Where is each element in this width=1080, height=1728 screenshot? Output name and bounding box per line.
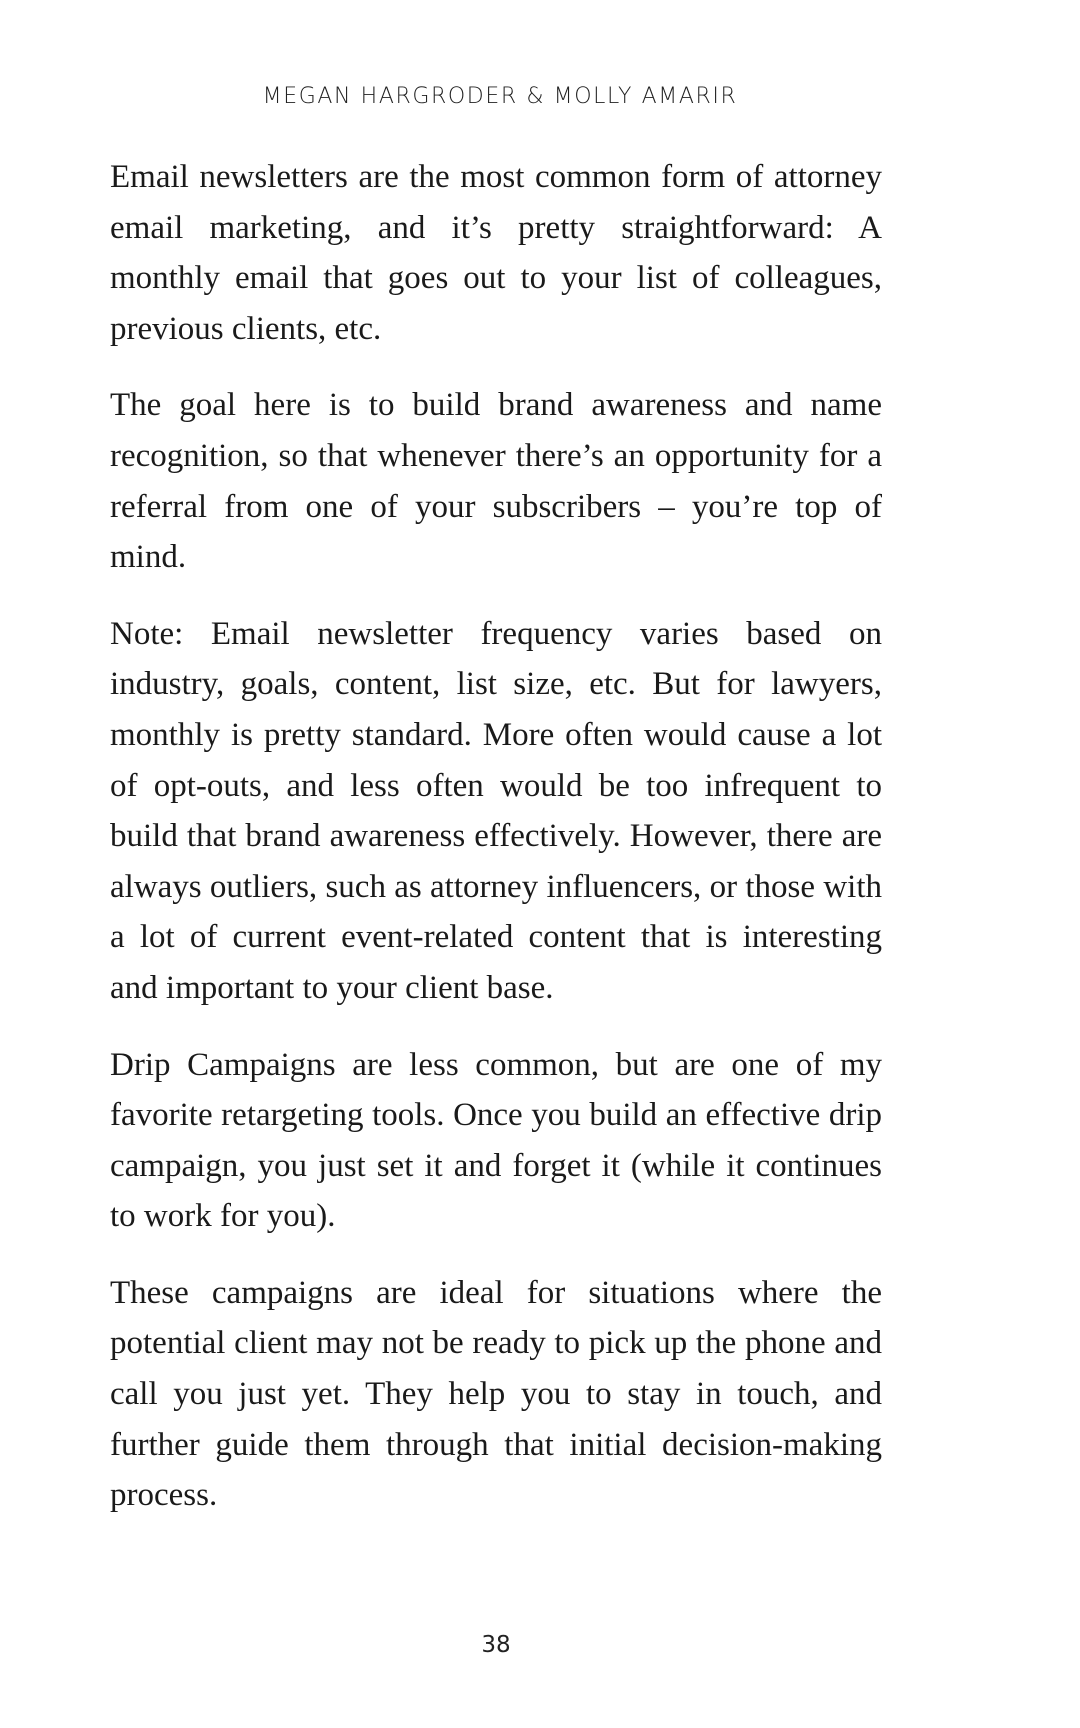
paragraph-brand-awareness: The goal here is to build brand awareness and name recognition, so that whenever there’s an opportunity for a referral from one of your subscribers – you’re top of mind. xyxy=(110,387,882,576)
paragraph-frequency-note: Note: Email newsletter frequency varies based on industry, goals, content, list size, etc. But for lawyers, monthly is pretty standard. More often would cause a lot of opt-outs, and less often would be too infrequent to build that brand awareness effectively. However, there are always outliers, such as attorney influencers, or those with a lot of current event-related content that is interesting and important to your client base. xyxy=(110,615,882,1006)
body-text xyxy=(110,152,882,1547)
paragraph-drip-campaigns: Drip Campaigns are less common, but are one of my favorite retargeting tools. Once you build an effective drip campaign, you just set it and forget it (while it continues to work for you). xyxy=(110,1046,882,1235)
running-header: MEGAN HARGRODER & MOLLY AMARIR xyxy=(262,84,738,109)
paragraph-campaign-situations: These campaigns are ideal for situations where the potential client may not be ready to pick up the phone and call you just yet. They help you to stay in touch, and further guide them through that initial decision-making process. xyxy=(110,1274,882,1514)
paragraph-email-newsletters: Email newsletters are the most common form of attorney email marketing, and it’s pretty straightforward: A monthly email that goes out to your list of colleagues, previous clients, etc. xyxy=(110,159,882,347)
page-number: 38 xyxy=(481,1632,511,1658)
